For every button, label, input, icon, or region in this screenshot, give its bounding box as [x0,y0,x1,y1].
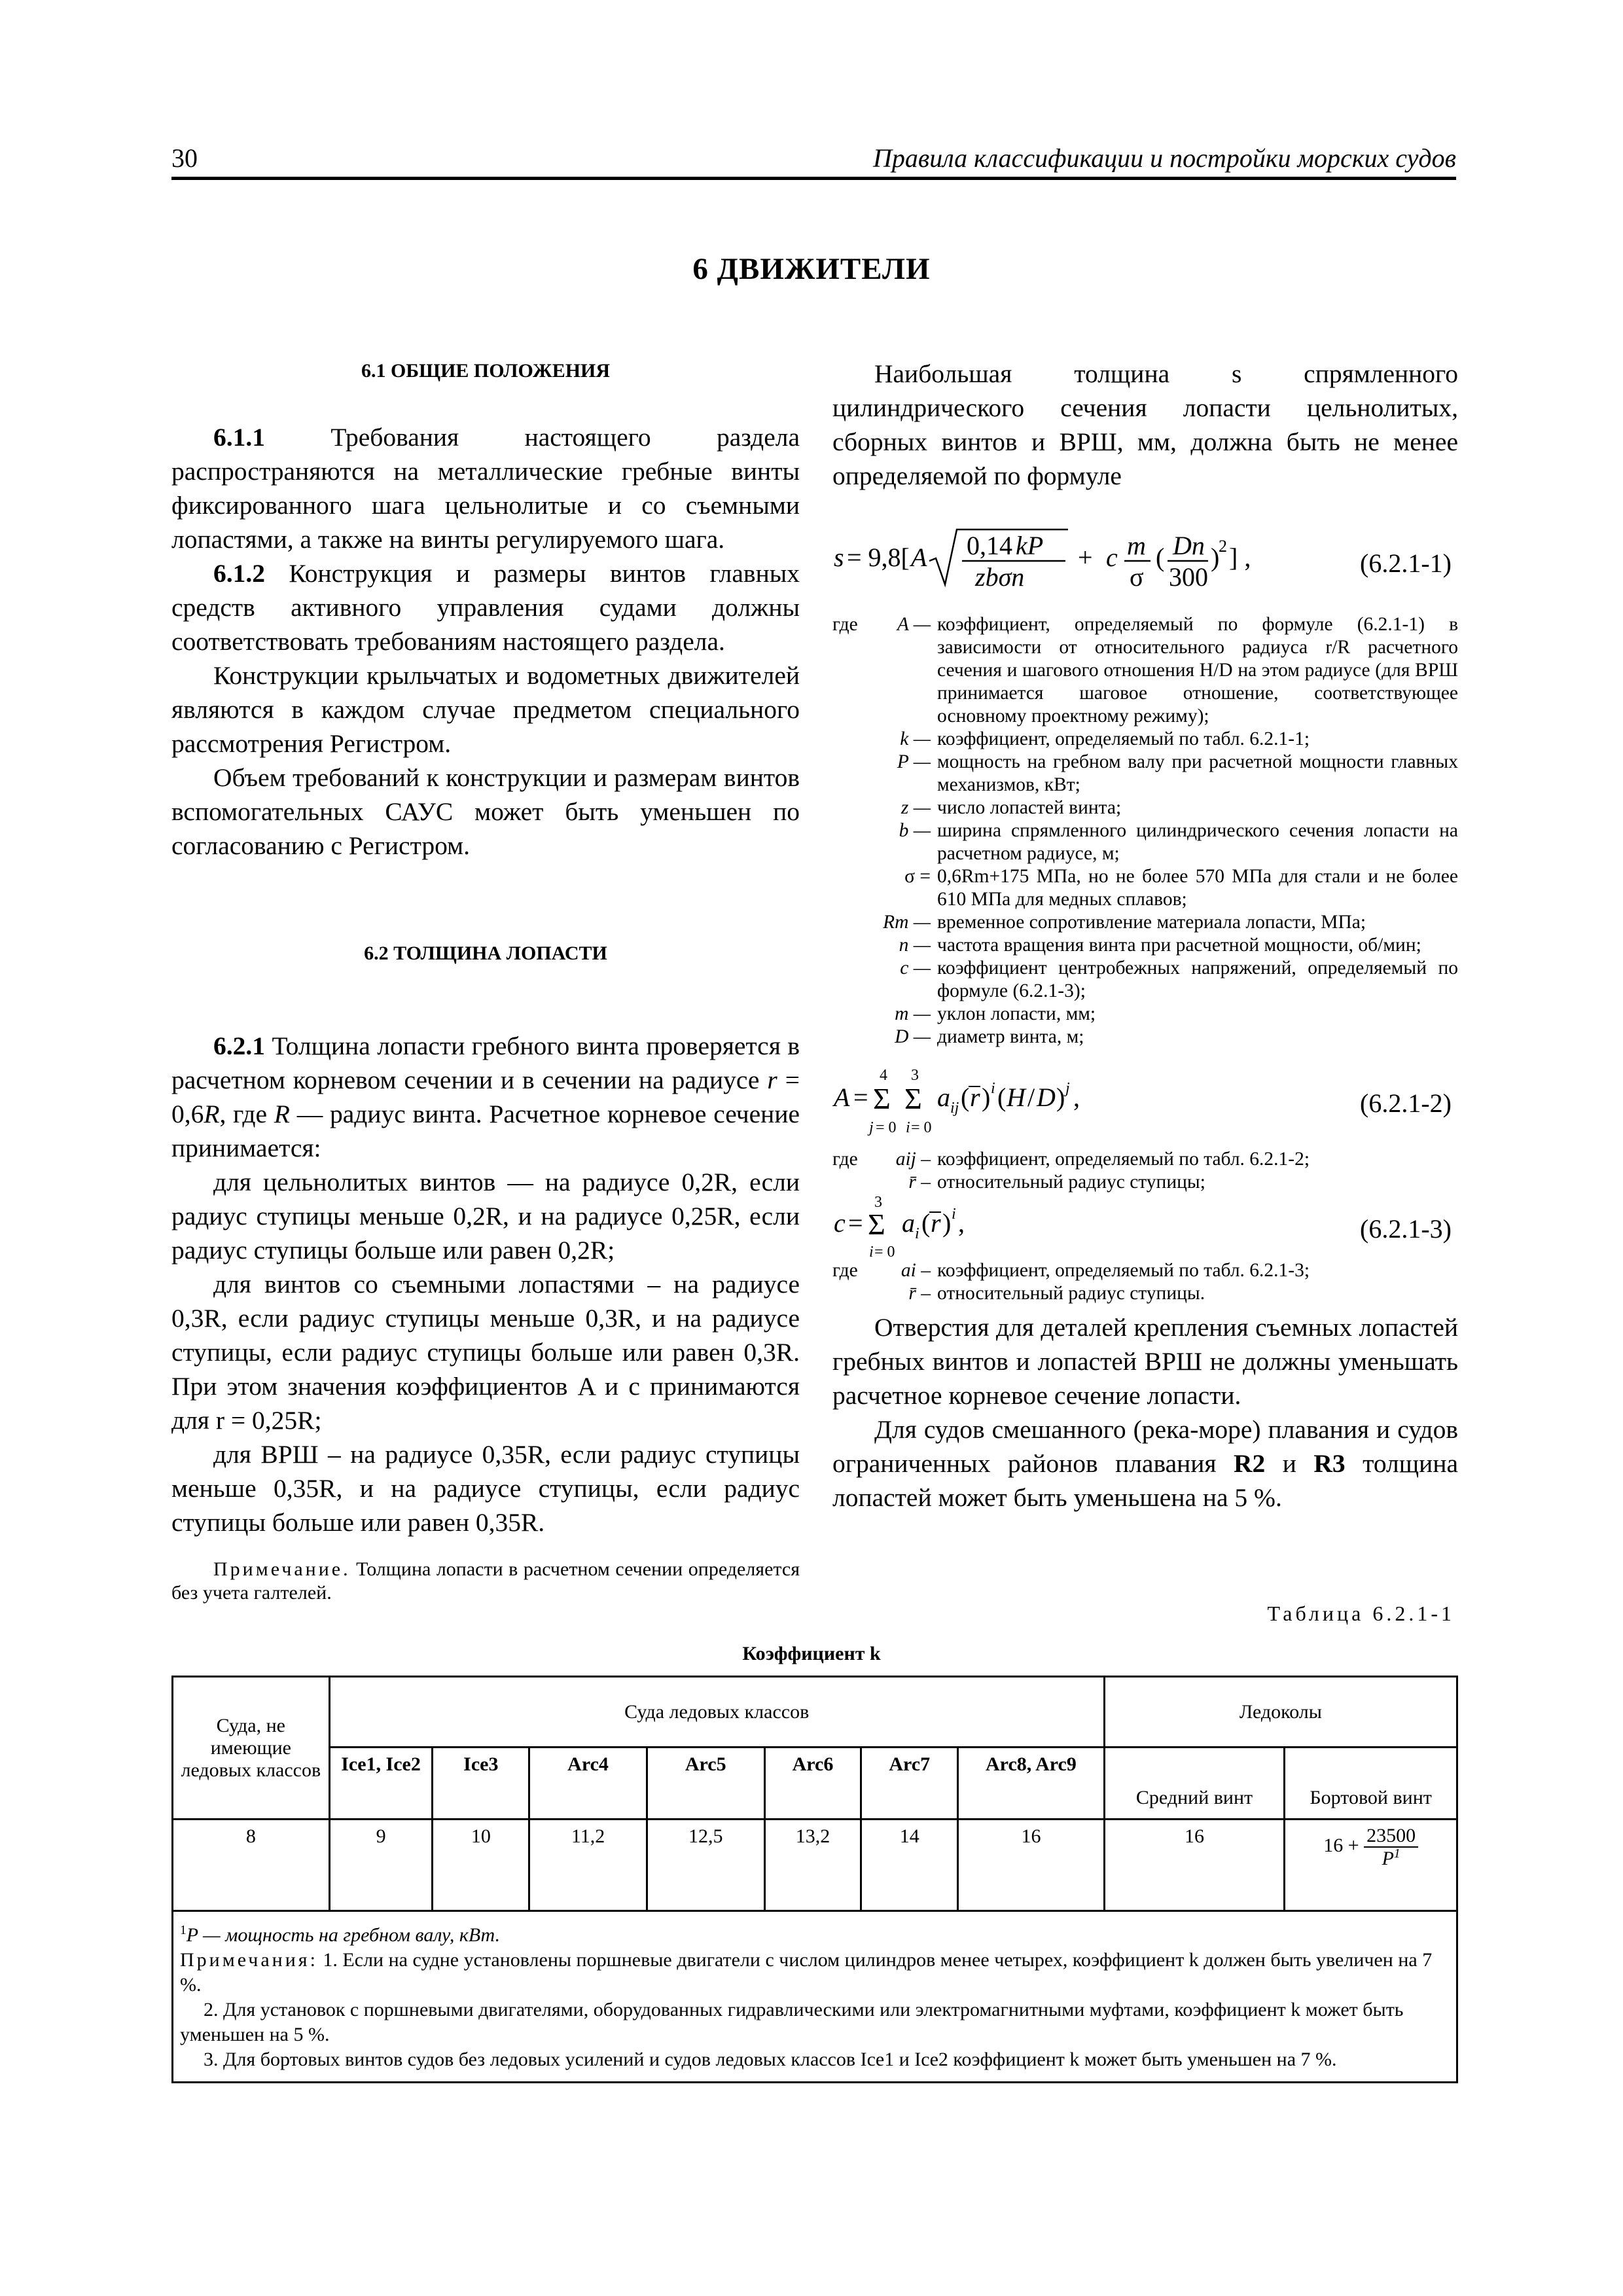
table-cell: 9 [329,1820,433,1911]
definition-text: диаметр винта, м; [937,1026,1084,1047]
definition-row [832,751,1458,797]
note-text: 1. Если на судне установлены поршневые двигатели с числом цилиндров менее четырех, коэффициент k должен быть увеличен на 7 %. [180,1949,1433,1996]
svg-text:D: D [1037,1083,1056,1112]
definition-row [832,1148,1458,1171]
svg-text:A: A [834,1083,850,1112]
chapter-title: 6 ДВИЖИТЕЛИ [692,252,931,286]
svg-text:,: , [1073,1083,1080,1112]
definition-symbol: D — [895,1026,931,1047]
definition-row [832,797,1458,819]
formula-number: (6.2.1-2) [1360,1088,1452,1118]
definition-symbol: σ = [904,866,931,887]
paragraph-6-2-1 [171,1029,800,1165]
table-notes-row [173,1911,1457,2083]
class-r2: R2 [1234,1449,1266,1478]
svg-text:c: c [1106,543,1118,572]
svg-text:= 0: = 0 [874,1244,895,1259]
definition-symbol: n — [899,935,931,956]
note-text: Толщина лопасти в расчетном сечении определяется без учета галтелей. [171,1558,800,1604]
table-cell: 11,2 [529,1820,647,1911]
svg-text:a: a [937,1083,950,1112]
definitions-formula-3 [832,1259,1458,1305]
definition-row [832,1171,1458,1194]
svg-text:r: r [970,1083,980,1112]
svg-text:ij: ij [950,1100,959,1117]
symbol-r: r [767,1066,777,1094]
svg-text:j: j [1065,1080,1070,1097]
definition-symbol: m — [895,1003,931,1024]
definition-text: 0,6Rm+175 МПа, но не более 570 МПа для стали и не более 610 МПа для медных сплавов; [937,866,1458,910]
formula-number: (6.2.1-3) [1360,1214,1452,1244]
notes-label: Примечания: [180,1949,318,1971]
header-icebreakers: Ледоколы [1104,1677,1457,1748]
table-subheader-row [173,1748,1457,1820]
paragraph-mixed-navigation [832,1412,1458,1515]
svg-text:H: H [1007,1083,1026,1112]
svg-text:0,14: 0,14 [967,531,1012,560]
paragraph-6-1-1 [171,420,800,556]
class-r3: R3 [1313,1449,1346,1478]
svg-text:i: i [915,1225,919,1242]
svg-text:A: A [911,543,927,572]
definition-row [832,1003,1458,1026]
table-row [173,1820,1457,1911]
fraction-numerator: 23500 [1364,1825,1418,1848]
definition-text: коэффициент, определяемый по формуле (6.2.1-1) в зависимости от относительного радиуса r/R расчетного сечения и шагового отношения H/D на этом радиусе (для ВРШ принимается шаговое отношение, соответствующее основному проектному режиму); [937,614,1458,726]
header-wing-propeller: Бортовой винт [1285,1748,1457,1820]
definition-row [832,613,1458,728]
svg-text:(: ( [921,1208,931,1238]
svg-text:kP: kP [1016,531,1044,560]
table-cell: 12,5 [647,1820,764,1911]
paragraph-text: Конструкция и размеры винтов главных средств активного управления судами должны соответствовать требованиям настоящего раздела. [171,559,800,656]
definition-symbol: r̄ – [908,1283,931,1304]
paragraph-jet-propulsors: Конструкции крыльчатых и водометных движителей являются в каждом случае предметом специального рассмотрения Регистром. [171,661,800,758]
definition-text: коэффициент, определяемый по табл. 6.2.1-2; [937,1149,1310,1170]
paragraph-text: и [1265,1449,1314,1478]
svg-text:=: = [848,1208,863,1238]
table-cell: 13,2 [764,1820,861,1911]
definition-text: временное сопротивление материала лопасти, МПа; [937,912,1366,933]
svg-text:Σ: Σ [873,1082,891,1115]
formula-number: (6.2.1-1) [1360,548,1452,578]
coefficient-k-table [171,1676,1458,2083]
definition-row [832,819,1458,865]
formula-A-svg [832,1064,1173,1140]
header-center-propeller: Средний винт [1104,1748,1285,1820]
clause-number: 6.1.2 [213,559,265,588]
paragraph-auxiliary: Объем требований к конструкции и размерам винтов вспомогательных САУС может быть уменьшен по согласованию с Регистром. [171,763,800,860]
svg-text:c: c [834,1208,846,1238]
table-cell-wing-formula [1285,1820,1457,1911]
fraction [1364,1825,1418,1869]
svg-text:,: , [958,1208,965,1238]
svg-text:i: i [952,1206,956,1223]
paragraph-text: = 0,6 [171,1066,800,1128]
svg-text:] ,: ] , [1229,543,1251,572]
svg-text:(: ( [997,1083,1007,1112]
definition-row [832,1259,1458,1282]
header-arc4: Arc4 [529,1748,647,1820]
formula-6-2-1-2 [832,1064,1458,1140]
symbol-R: R [204,1100,220,1128]
table-label: Таблица 6.2.1-1 [1267,1602,1455,1625]
paragraph-text: Для судов смешанного (река-море) плавания и судов ограниченных районов плавания [832,1415,1458,1478]
note-label: Примечание. [213,1558,351,1580]
symbol-R: R [274,1100,290,1128]
svg-text:i: i [906,1119,910,1136]
svg-text:σ: σ [1130,562,1144,592]
definition-text: коэффициент центробежных напряжений, определяемый по формуле (6.2.1-3); [937,958,1458,1001]
paragraph-text: Требования настоящего раздела распространяются на металлические гребные винты фиксированного шага цельнолитые и со съемными лопастями, а также на винты регулируемого шага. [171,423,800,554]
definition-row [832,1026,1458,1049]
svg-text:2: 2 [1219,537,1227,556]
paragraph-text: , где [219,1100,274,1128]
svg-text:Σ: Σ [868,1208,885,1241]
note-2: 2. Для установок с поршневыми двигателями, оборудованных гидравлическими или электромагнитными муфтами, коэффициент k может быть уменьшен на 5 %. [180,1999,1404,2045]
fraction-denominator: $P^1$ [1382,1846,1400,1869]
note-3: 3. Для бортовых винтов судов без ледовых усилений и судов ледовых классов Ice1 и Ice2 коэффициент k может быть уменьшен на 7 %. [204,2049,1337,2070]
table-cell: 8 [173,1820,330,1911]
definition-text: частота вращения винта при расчетной мощности, об/мин; [937,935,1421,956]
definition-row [832,728,1458,751]
definition-symbol: Rm — [883,912,931,933]
definition-symbol: b — [899,820,931,841]
table-cell: 14 [861,1820,958,1911]
svg-text:(: ( [1156,543,1165,572]
definition-text: относительный радиус ступицы; [937,1172,1205,1193]
svg-text:=: = [853,1083,868,1112]
clause-number: 6.1.1 [213,423,265,452]
header-rule [171,177,1456,180]
header-non-ice: Суда, не имеющие ледовых классов [173,1677,330,1820]
table-header-row [173,1677,1457,1748]
clause-number: 6.2.1 [213,1031,265,1060]
svg-text:m: m [1127,531,1146,560]
table-notes [173,1911,1457,2083]
svg-text:a: a [902,1208,915,1238]
header-arc6: Arc6 [764,1748,861,1820]
definition-text: коэффициент, определяемый по табл. 6.2.1-1; [937,728,1310,749]
definition-row [832,957,1458,1003]
definition-row [832,865,1458,911]
table-cell: 10 [433,1820,529,1911]
paragraph-cpp: для ВРШ – на радиусе 0,35R, если радиус ступицы меньше 0,35R, и на радиусе ступицы, если радиус ступицы больше или равен 0,35R. [171,1440,800,1537]
definition-symbol: P — [897,751,931,772]
svg-text:= 9,8[: = 9,8[ [847,543,910,572]
definition-text: ширина спрямленного цилиндрического сечения лопасти на расчетном радиусе, м; [937,820,1458,864]
where-label: где A — [832,614,931,635]
definitions-formula-2 [832,1148,1458,1194]
svg-text:= 0: = 0 [876,1119,897,1136]
svg-text:= 0: = 0 [911,1119,932,1136]
svg-text:3: 3 [911,1067,919,1084]
paragraph-thickness-intro: Наибольшая толщина s спрямленного цилиндрического сечения лопасти цельнолитых, сборных винтов и ВРШ, мм, должна быть не менее определяемой по формуле [832,359,1458,490]
footnote: $^1$P — мощность на гребном валу, кВт. [180,1924,501,1946]
section-heading-6-1: 6.1 ОБЩИЕ ПОЛОЖЕНИЯ [361,360,611,382]
paragraph-text: толщина лопастей может быть уменьшена на 5 %. [832,1449,1458,1512]
svg-text:s: s [834,543,844,572]
right-column [832,357,1458,1515]
svg-text:(: ( [961,1083,970,1112]
definition-symbol: k — [900,728,931,749]
header-ice3: Ice3 [433,1748,529,1820]
definition-text: мощность на гребном валу при расчетной мощности главных механизмов, кВт; [937,751,1458,795]
definition-row [832,934,1458,957]
header-ice-classes: Суда ледовых классов [329,1677,1104,1748]
where-label: где aij – [832,1149,931,1170]
formula-6-2-1-3 [832,1194,1458,1259]
footnote-text: P — мощность на гребном валу, кВт. [186,1924,501,1946]
paragraph-blade-holes: Отверстия для деталей крепления съемных лопастей гребных винтов и лопастей ВРШ не должны уменьшать расчетное корневое сечение лопасти. [832,1313,1458,1410]
definition-symbol: r̄ – [908,1172,931,1193]
running-title: Правила классификации и постройки морских судов [872,143,1456,173]
svg-text:Dn: Dn [1173,531,1205,560]
definition-text: относительный радиус ступицы. [937,1283,1205,1304]
definition-text: коэффициент, определяемый по табл. 6.2.1-3; [937,1260,1310,1281]
header-arc5: Arc5 [647,1748,764,1820]
paragraph-6-1-2 [171,556,800,658]
header-arc7: Arc7 [861,1748,958,1820]
svg-text:): ) [1056,1083,1065,1112]
definition-row [832,911,1458,934]
svg-text:): ) [1211,543,1220,572]
svg-text:/: / [1027,1083,1035,1112]
definition-row [832,1282,1458,1305]
svg-text:i: i [991,1080,995,1097]
definition-text: уклон лопасти, мм; [937,1003,1096,1024]
formula-thickness-svg [832,522,1304,594]
note-6-2 [171,1558,800,1605]
formula-6-2-1-1 [832,522,1458,594]
svg-text:r: r [931,1208,941,1238]
page-number: 30 [171,143,198,173]
header-arc8-arc9: Arc8, Arc9 [958,1748,1105,1820]
svg-text:zbσn: zbσn [975,562,1025,592]
formula-c-svg [832,1194,1068,1259]
paragraph-detachable-blades: для винтов со съемными лопастями – на радиусе 0,3R, если радиус ступицы меньше 0,3R, и на радиусе ступицы, если радиус ступицы больше или равен 0,3R. При этом значения коэффициентов A и c принимаются для r = 0,25R; [171,1270,800,1435]
svg-text:): ) [982,1083,991,1112]
definition-symbol: c — [900,958,931,978]
paragraph-text: Толщина лопасти гребного винта проверяется в расчетном корневом сечении и в сечении на радиусе [171,1031,800,1094]
svg-text:3: 3 [874,1194,882,1211]
paragraph-solid-propellers: для цельнолитых винтов — на радиусе 0,2R, если радиус ступицы меньше 0,2R, и на радиусе 0,25R, если радиус ступицы больше или равен 0,2R; [171,1168,800,1265]
left-column [171,360,800,1605]
table-title: Коэффициент k [742,1643,881,1664]
header-ice1-ice2: Ice1, Ice2 [329,1748,433,1820]
svg-text:Σ: Σ [904,1082,922,1115]
svg-text:+: + [1078,543,1093,572]
formula-prefix: 16 + [1323,1834,1359,1856]
note-1 [180,1948,1450,1998]
definitions-formula-1 [832,613,1458,1049]
where-label: где ai – [832,1260,931,1281]
definition-text: число лопастей винта; [937,797,1122,818]
definition-symbol: z — [901,797,931,818]
svg-text:4: 4 [880,1067,887,1084]
svg-text:i: i [869,1244,874,1259]
paragraph-text: — радиус винта. Расчетное корневое сечение принимается: [171,1100,800,1162]
svg-text:): ) [942,1208,952,1238]
section-heading-6-2: 6.2 ТОЛЩИНА ЛОПАСТИ [364,942,607,964]
table-cell: 16 [958,1820,1105,1911]
svg-text:j: j [869,1119,874,1136]
svg-text:300: 300 [1169,562,1208,592]
table-cell: 16 [1104,1820,1285,1911]
